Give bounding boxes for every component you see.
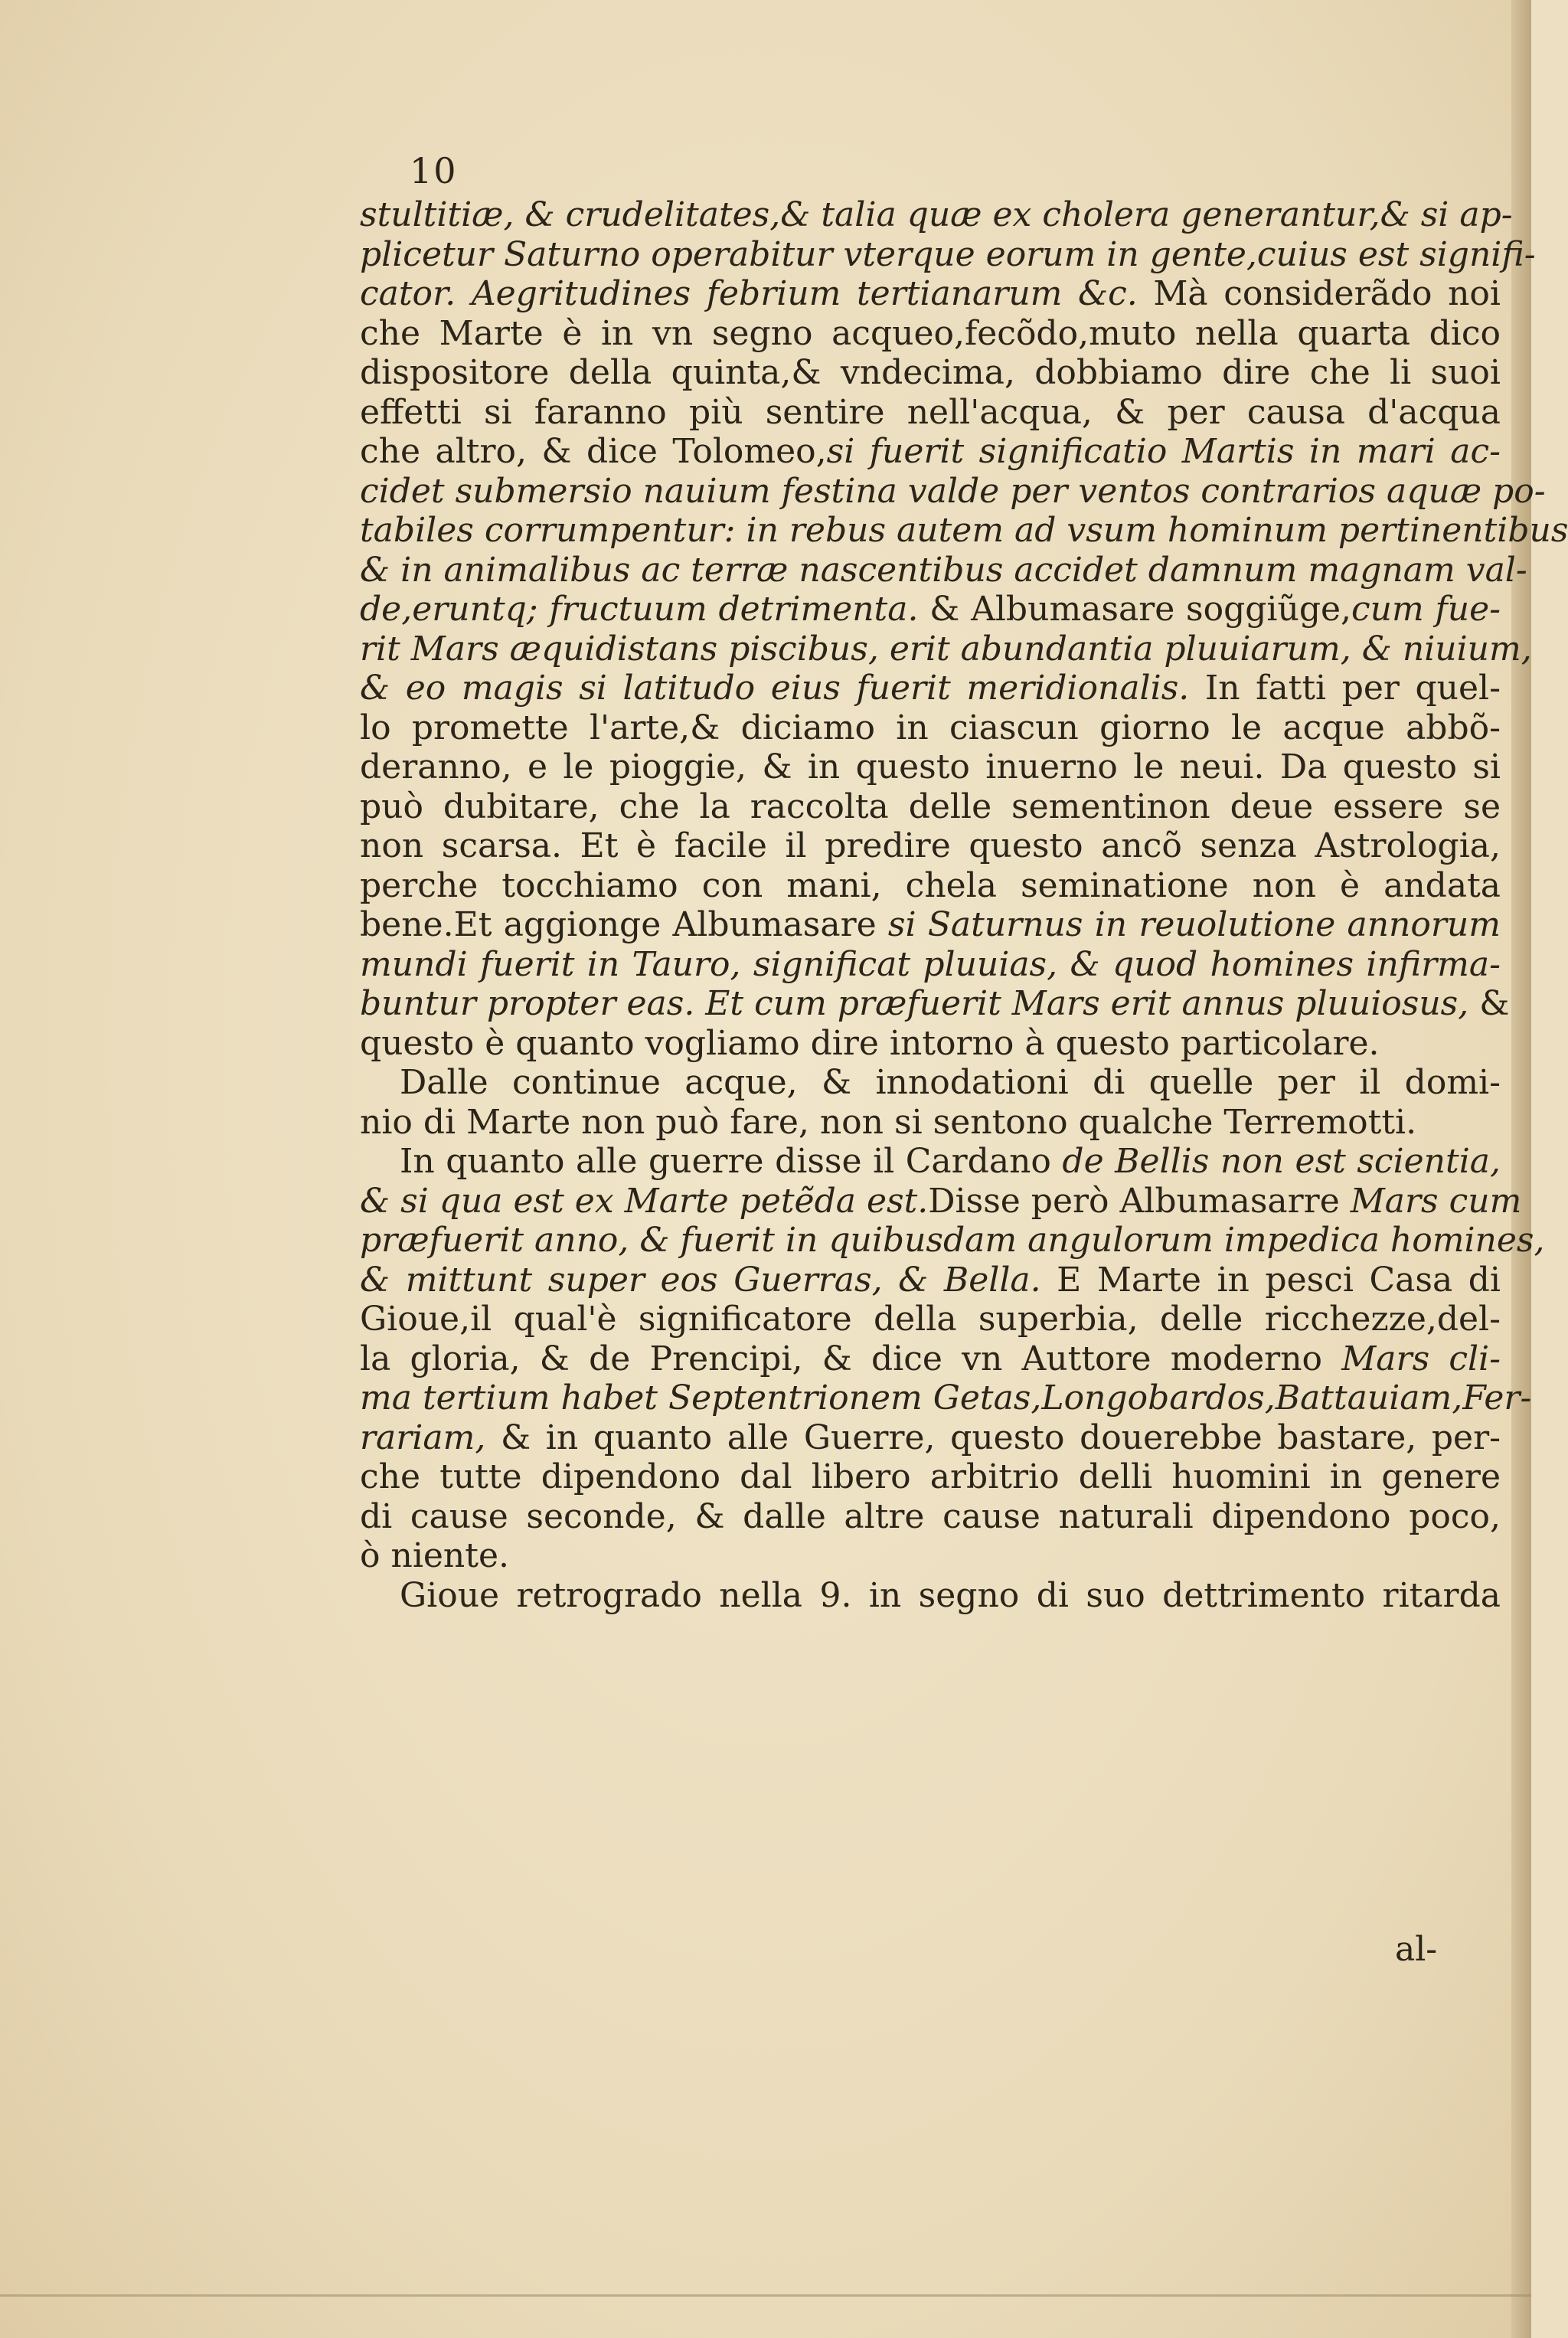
latin-quote: cator. Aegritudines febrium tertianarum &c. — [360, 274, 1138, 313]
latin-quote: rariam, — [360, 1418, 486, 1457]
latin-quote: præfuerit anno, & fuerit in quibusdam angulorum impedica homines, — [360, 1221, 1545, 1260]
latin-quote: de,eruntq; fructuum detrimenta. — [360, 590, 919, 629]
italian-text: Gioue retrogrado nella 9. in segno di suo dettrimento ritarda — [400, 1575, 1501, 1615]
italian-text: può dubitare, che la raccolta delle sementinon deue essere se — [360, 786, 1501, 826]
text-line — [360, 1378, 1532, 1418]
italian-text: che Marte è in vn segno acqueo,fecõdo,muto nella quarta dico — [360, 313, 1501, 353]
latin-quote: de Bellis non est scientia, — [1062, 1142, 1501, 1181]
text-line — [360, 945, 1501, 985]
text-line — [360, 905, 1501, 945]
text-line — [360, 1063, 1501, 1103]
page-fold-line — [0, 2294, 1531, 2297]
text-line — [360, 511, 1568, 551]
italian-text: che tutte dipendono dal libero arbitrio delli huomini in genere — [360, 1457, 1501, 1496]
latin-quote: Mars cli- — [1341, 1339, 1501, 1378]
body-text — [360, 195, 1568, 1615]
latin-quote: & in animalibus ac terræ nascentibus accidet damnum magnam val- — [360, 550, 1527, 590]
text-line — [360, 195, 1513, 235]
text-line — [360, 1103, 1501, 1143]
latin-quote: si fuerit significatio Martis in mari ac- — [826, 432, 1501, 471]
italian-text: In quanto alle guerre disse il Cardano — [400, 1142, 1063, 1181]
latin-quote: cum fue- — [1351, 590, 1501, 629]
italian-text: effetti si faranno più sentire nell'acqua, & per causa d'acqua — [360, 392, 1501, 432]
latin-quote: & mittunt super eos Guerras, & Bella. — [360, 1260, 1041, 1300]
text-line — [360, 866, 1501, 906]
text-line — [360, 1300, 1501, 1339]
italian-text: & Albumasare soggiũge, — [918, 590, 1352, 629]
text-line — [360, 1536, 1501, 1576]
latin-quote: & si qua est ex Marte petẽda est. — [360, 1181, 929, 1221]
italian-text: questo è quanto vogliamo dire intorno à questo particolare. — [360, 1023, 1380, 1063]
latin-quote: Mars cum — [1350, 1181, 1522, 1221]
italian-text: nio di Marte non può fare, non si sentono qualche Terremotti. — [360, 1102, 1417, 1142]
italian-text: bene.Et aggionge Albumasare — [360, 905, 888, 944]
text-line — [360, 234, 1536, 275]
text-line — [360, 1418, 1501, 1458]
catchword: al- — [1395, 1930, 1438, 1969]
italian-text: Dalle continue acque, & innodationi di quelle per il domi- — [400, 1063, 1501, 1102]
italian-text: Mà considerãdo noi — [1137, 274, 1501, 313]
text-line — [360, 629, 1532, 669]
text-line — [360, 1221, 1545, 1261]
italian-text: perche tocchiamo con mani, chela seminatione non è andata — [360, 865, 1501, 905]
text-line — [360, 1181, 1522, 1221]
text-line — [360, 708, 1501, 748]
latin-quote: ma tertium habet Septentrionem Getas,Longobardos,Battauiam,Fer- — [360, 1378, 1532, 1418]
text-line — [360, 1457, 1501, 1497]
italian-text: dispositore della quinta,& vndecima, dobbiamo dire che li suoi — [360, 353, 1501, 392]
text-line — [360, 669, 1501, 708]
text-line — [360, 984, 1510, 1024]
italian-text: che altro, & dice Tolomeo, — [360, 432, 827, 471]
latin-quote: tabiles corrumpentur: in rebus autem ad vsum hominum pertinentibus — [360, 511, 1568, 550]
latin-quote: buntur propter eas. Et cum præfuerit Mars erit annus pluuiosus, — [360, 984, 1469, 1023]
italian-text: In fatti per quel- — [1189, 669, 1501, 708]
italian-text: Gioue,il qual'è significatore della superbia, delle ricchezze,del- — [360, 1300, 1501, 1339]
text-line — [360, 590, 1501, 629]
text-line — [360, 471, 1546, 512]
italian-text: & in quanto alle Guerre, questo douerebbe bastare, per- — [485, 1418, 1501, 1457]
text-line — [360, 353, 1501, 393]
text-line — [360, 826, 1501, 866]
italian-text: ò niente. — [360, 1536, 509, 1575]
latin-quote: mundi fuerit in Tauro, significat pluuias, & quod homines infirma- — [360, 944, 1501, 984]
italian-text: la gloria, & de Prencipi, & dice vn Auttore moderno — [360, 1339, 1342, 1378]
text-line — [360, 550, 1527, 590]
italian-text: deranno, e le pioggie, & in questo inuerno le neui. Da questo si — [360, 747, 1501, 786]
text-line — [360, 432, 1501, 472]
text-line — [360, 747, 1501, 787]
latin-quote: plicetur Saturno operabitur vterque eorum in gente,cuius est signifi- — [360, 234, 1536, 274]
text-line — [360, 1497, 1501, 1537]
italian-text: di cause seconde, & dalle altre cause naturali dipendono poco, — [360, 1496, 1501, 1536]
italian-text: Disse però Albumasarre — [928, 1181, 1351, 1221]
text-line — [360, 1024, 1501, 1064]
page-edge-shadow — [1511, 0, 1531, 2338]
text-line — [360, 1261, 1501, 1300]
italian-text: non scarsa. Et è facile il predire questo ancõ senza Astrologia, — [360, 826, 1501, 865]
text-line — [360, 274, 1501, 314]
italian-text: E Marte in pesci Casa di — [1040, 1260, 1501, 1300]
italian-text: lo promette l'arte,& diciamo in ciascun giorno le acque abbõ- — [360, 708, 1501, 747]
text-line — [360, 1339, 1501, 1379]
text-line — [360, 787, 1501, 827]
latin-quote: cidet submersio nauium festina valde per ventos contrarios aquæ po- — [360, 471, 1546, 511]
latin-quote: rit Mars æquidistans piscibus, erit abundantia pluuiarum, & niuium, — [360, 629, 1532, 669]
text-line — [360, 1576, 1501, 1616]
text-line — [360, 314, 1501, 354]
latin-quote: si Saturnus in reuolutione annorum — [887, 905, 1501, 944]
page-number: 10 — [410, 150, 458, 191]
text-line — [360, 1142, 1501, 1182]
italian-text: & — [1468, 984, 1510, 1023]
latin-quote: stultitiæ, & crudelitates,& talia quæ ex cholera generantur,& si ap- — [360, 195, 1513, 234]
text-line — [360, 393, 1501, 433]
latin-quote: & eo magis si latitudo eius fuerit meridionalis. — [360, 669, 1190, 708]
